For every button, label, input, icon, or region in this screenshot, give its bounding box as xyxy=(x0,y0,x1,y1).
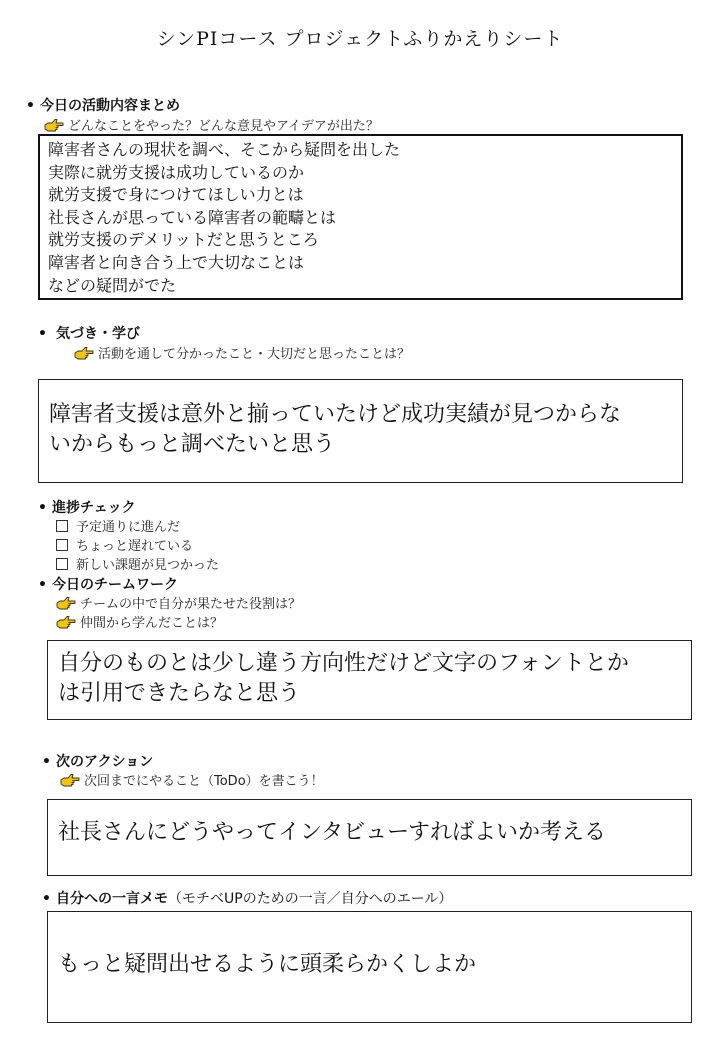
pointing-hand-icon xyxy=(74,346,94,360)
checkbox-icon[interactable] xyxy=(56,520,68,532)
teamwork-answer-box[interactable] xyxy=(47,640,692,720)
learning-prompt-text: 活動を通して分かったこと・大切だと思ったことは？ xyxy=(98,347,411,362)
activity-answer-box[interactable] xyxy=(38,134,683,300)
activity-line: 就労支援で身につけてほしい力とは xyxy=(48,185,304,205)
activity-line: 実際に就労支援は成功しているのか xyxy=(48,162,305,182)
activity-line: などの疑問がでた xyxy=(48,275,177,295)
activity-line: 社長さんが思っている障害者の範疇とは xyxy=(48,207,337,227)
progress-check-label: 新しい課題が見つかった xyxy=(76,558,220,573)
learning-heading xyxy=(38,323,140,343)
activity-heading-text: 今日の活動内容まとめ xyxy=(40,98,180,114)
teamwork-line: は引用できたらなと思う xyxy=(58,681,301,706)
action-text: 社長さんにどうやってインタビューすればよいか考える xyxy=(58,820,607,845)
teamwork-prompt-text: チームの中で自分が果たせた役割は？ xyxy=(80,597,302,612)
bullet-dot: • xyxy=(42,891,51,907)
activity-prompt-text: どんなことをやった？どんな意見やアイデアが出た？ xyxy=(68,119,379,134)
progress-check-item[interactable] xyxy=(56,554,219,573)
activity-prompt xyxy=(44,115,379,134)
progress-check-label: ちょっと遅れている xyxy=(76,539,194,554)
pointing-hand-icon xyxy=(44,118,64,132)
pointing-hand-icon xyxy=(60,773,80,787)
memo-heading xyxy=(42,888,452,908)
activity-line: 障害者さんの現状を調べ、そこから疑問を出した xyxy=(48,140,401,159)
bullet-dot: • xyxy=(26,98,35,114)
pointing-hand-icon xyxy=(56,615,76,629)
learning-heading-text: 気づき・学び xyxy=(56,326,140,342)
memo-heading-text: 自分への一言メモ xyxy=(56,891,168,907)
teamwork-line: 自分のものとは少し違う方向性だけど文字のフォントとか xyxy=(58,651,629,676)
action-answer-box[interactable] xyxy=(47,799,692,876)
teamwork-prompt-role xyxy=(56,593,301,612)
bullet-dot: • xyxy=(38,326,47,342)
progress-heading xyxy=(38,497,136,517)
teamwork-prompt-learned xyxy=(56,612,223,631)
learning-answer-box[interactable] xyxy=(38,379,683,483)
action-prompt xyxy=(60,770,324,789)
bullet-dot: • xyxy=(38,500,47,516)
activity-line: 障害者と向き合う上で大切なことは xyxy=(48,252,305,272)
memo-subheading: （モチベUPのための一言／自分へのエール） xyxy=(168,891,453,907)
bullet-dot: • xyxy=(38,577,47,593)
action-prompt-text: 次回までにやること（ToDo）を書こう！ xyxy=(84,774,324,789)
checkbox-icon[interactable] xyxy=(56,558,68,570)
activity-line: 就労支援のデメリットだと思うところ xyxy=(48,230,319,250)
teamwork-prompt-text: 仲間から学んだことは？ xyxy=(80,616,224,631)
bullet-dot: • xyxy=(42,754,51,770)
progress-check-item[interactable] xyxy=(56,535,193,554)
activity-heading xyxy=(26,95,180,115)
action-heading-text: 次のアクション xyxy=(56,754,154,770)
progress-check-item[interactable] xyxy=(56,516,180,535)
learning-line: いからもっと調べたいと思う xyxy=(49,432,336,457)
teamwork-heading-text: 今日のチームワーク xyxy=(52,577,178,593)
pointing-hand-icon xyxy=(56,596,76,610)
action-heading xyxy=(42,751,153,771)
progress-check-label: 予定通りに進んだ xyxy=(76,520,181,535)
progress-heading-text: 進捗チェック xyxy=(52,500,136,516)
sheet-title: シンPIコース プロジェクトふりかえりシート xyxy=(156,28,564,50)
learning-line: 障害者支援は意外と揃っていたけど成功実績が見つからな xyxy=(49,402,622,427)
teamwork-heading xyxy=(38,574,178,594)
learning-prompt xyxy=(74,343,410,362)
checkbox-icon[interactable] xyxy=(56,539,68,551)
memo-answer-box[interactable] xyxy=(47,911,692,1023)
memo-text: もっと疑問出せるように頭柔らかくしよか xyxy=(58,952,477,977)
